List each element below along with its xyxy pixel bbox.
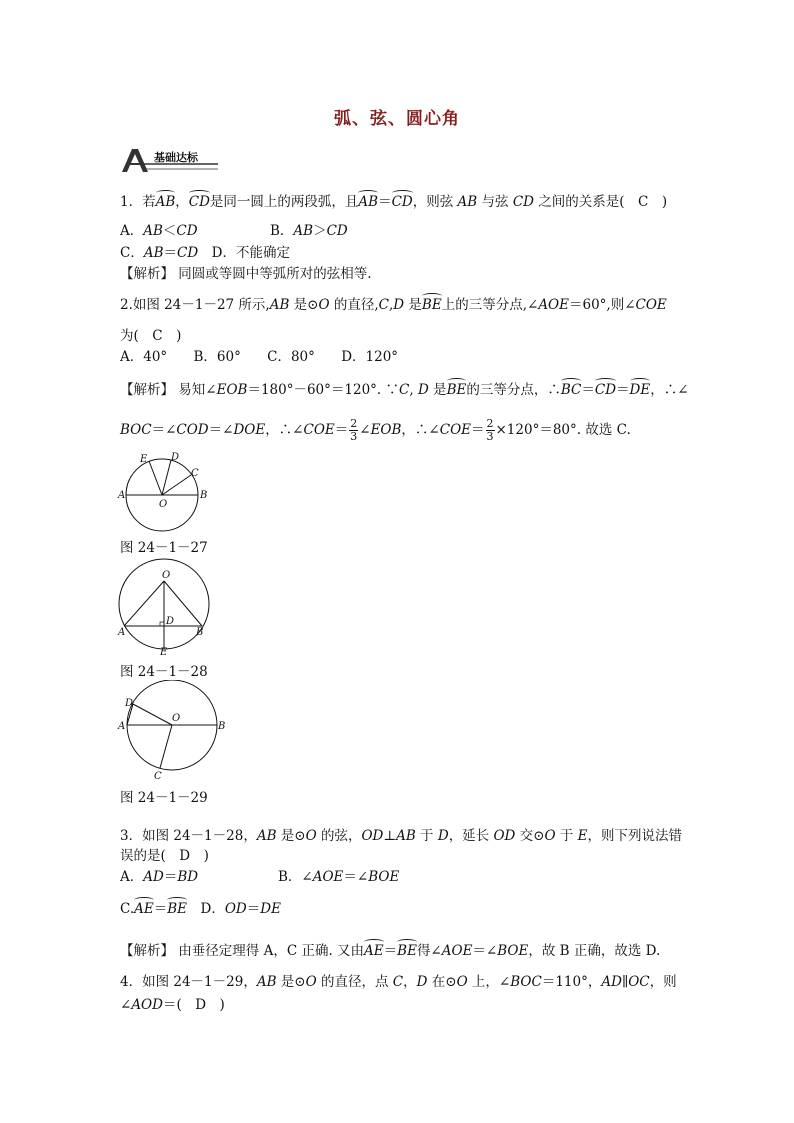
q3-stem-line2: 误的是( D ) (120, 848, 209, 864)
figure-caption-27: 图 24－1－27 (120, 540, 208, 556)
fig28-label-e: E (160, 647, 168, 656)
q2-option-c: C．80° (267, 349, 315, 365)
figure-caption-28: 图 24－1－28 (120, 664, 208, 680)
section-a-icon (120, 146, 220, 174)
q1-analysis: 【解析】 同圆或等圆中等弧所对的弦相等. (120, 266, 372, 282)
fig28-label-d: D (166, 616, 175, 627)
fig27-label-o: O (159, 499, 168, 510)
figure-caption-29: 图 24－1－29 (120, 790, 208, 806)
q2-option-b: B．60° (193, 349, 241, 365)
q2-analysis-line1: 【解析】 易知∠EOB＝180°－60°＝120°. ∵C, D 是BE的三等分点，∴BC＝CD＝DE，∴∠ (120, 382, 689, 398)
q2-stem-line1: 2.如图 24－1－27 所示,AB 是⊙O 的直径,C,D 是BE上的三等分点,∠AOE＝60°,则∠COE (120, 297, 667, 313)
section-badge (120, 146, 220, 174)
q3-option-a: A．AD＝BD (120, 869, 199, 885)
fig29-label-c: C (154, 771, 162, 780)
q3-stem-line1: 3．如图 24－1－28，AB 是⊙O 的弦，OD⊥AB 于 D，延长 OD 交⊙O 于 E，则下列说法错 (120, 828, 683, 844)
q3-analysis: 【解析】 由垂径定理得 A，C 正确. 又由AE＝BE得∠AOE＝∠BOE，故 B 正确，故选 D. (120, 943, 661, 959)
figure-24-1-29 (116, 680, 228, 780)
q2-stem-line2: 为( C ) (120, 328, 182, 344)
figure-24-1-27 (116, 452, 212, 534)
q1-option-cd: C．AB＝CD D．不能确定 (120, 245, 290, 261)
q2-options (120, 348, 398, 366)
q3-option-cd: C.AE＝BE D．OD＝DE (120, 901, 281, 917)
q1-stem: 1．若AB，CD是同一圆上的两段弧，且AB＝CD，则弦 AB 与弦 CD 之间的关系是( C ) (120, 194, 668, 210)
fig29-label-o: O (172, 713, 181, 724)
q4-stem-line2: ∠AOD＝( D ) (120, 997, 225, 1013)
section-badge-text: 基础达标 (154, 151, 198, 164)
q1-option-b: B．AB＞CD (270, 223, 348, 239)
fig27-label-e: E (140, 454, 148, 465)
fig27-label-a: A (118, 490, 126, 501)
fig27-label-d: D (171, 452, 180, 463)
q2-option-d: D．120° (341, 349, 399, 365)
fig28-label-b: B (196, 627, 204, 638)
fig29-label-b: B (218, 721, 226, 732)
fig28-label-o: O (162, 570, 171, 581)
fig29-label-d: D (125, 698, 134, 709)
figure-24-1-28 (116, 556, 216, 656)
q4-stem-line1: 4．如图 24－1－29，AB 是⊙O 的直径，点 C，D 在⊙O 上，∠BOC＝110°，AD∥OC，则 (120, 974, 677, 990)
q2-analysis-line2: BOC＝∠COD＝∠DOE，∴∠COE＝ $\frac{2}{3}$ ∠EOB，∴∠COE＝ $\frac{2}{3}$ ×120°＝80°. 故选 C. (120, 417, 631, 443)
fig29-label-a: A (118, 721, 126, 732)
fig27-label-c: C (191, 468, 199, 479)
fig27-label-b: B (200, 490, 208, 501)
fig28-label-a: A (118, 627, 126, 638)
q3-option-b: B．∠AOE＝∠BOE (278, 869, 400, 885)
q2-option-a: A．40° (120, 349, 168, 365)
page-title: 弧、弦、圆心角 (334, 109, 460, 129)
q1-option-a: A．AB＜CD (120, 223, 198, 239)
